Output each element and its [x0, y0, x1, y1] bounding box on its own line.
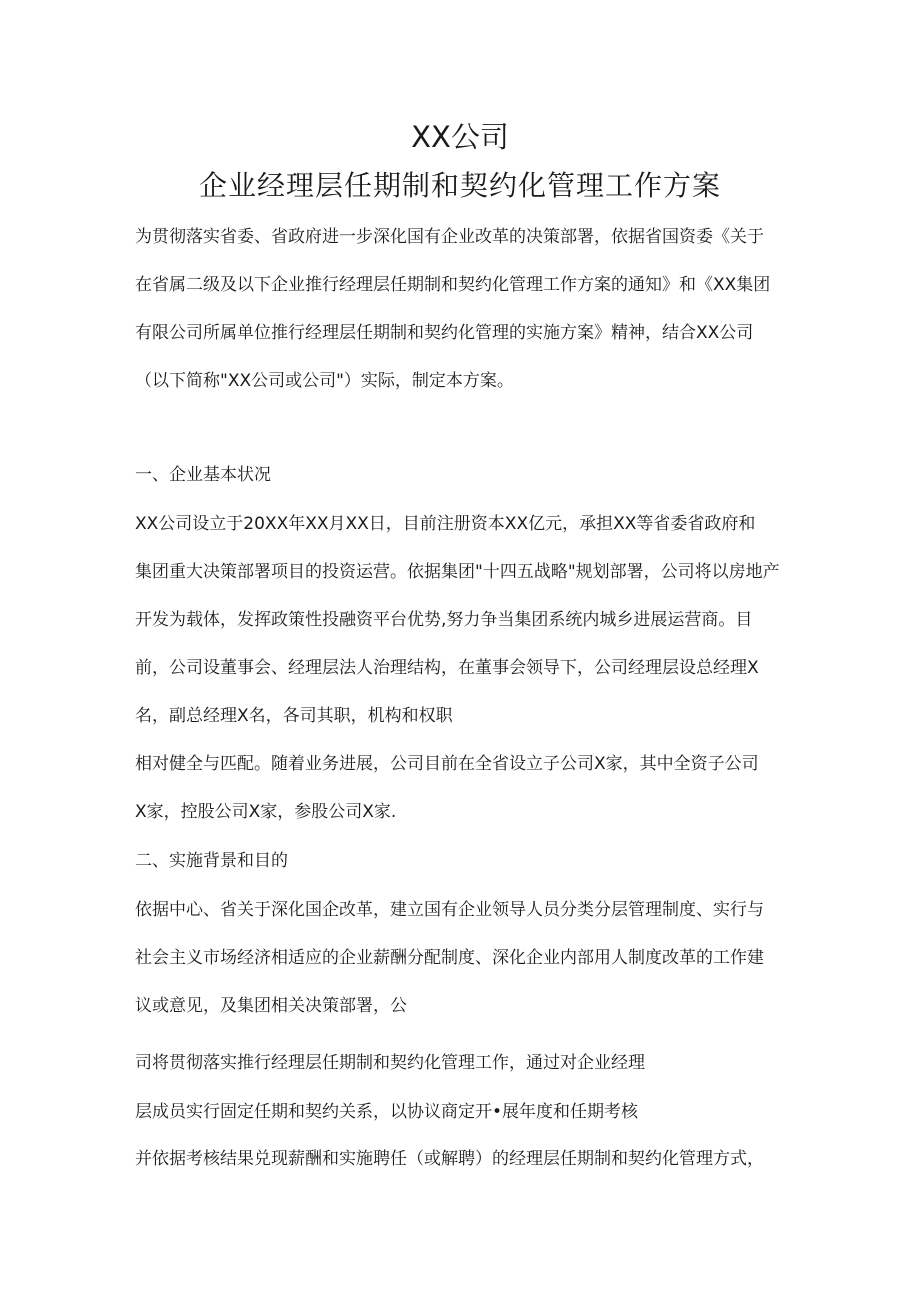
body-line: 名，副总经理X名，各司其职，机构和权职: [135, 706, 453, 726]
section-heading: 二、实施背景和目的: [135, 851, 288, 871]
intro-line: （以下简称"XX公司或公司"）实际，制定本方案。: [135, 371, 514, 391]
body-line: X家，控股公司X家，参股公司X家.: [135, 802, 397, 822]
company-title: XX公司: [411, 120, 509, 154]
body-line: 集团重大决策部署项目的投资运营。依据集团"十四五战略"规划部署，公司将以房地产: [135, 562, 780, 582]
plan-title: 企业经理层任期制和契约化管理工作方案: [198, 169, 721, 202]
body-line: 相对健全与匹配。随着业务进展，公司目前在全省设立子公司X家，其中全资子公司: [135, 754, 759, 774]
body-line: 依据中心、省关于深化国企改革，建立国有企业领导人员分类分层管理制度、实行与: [135, 900, 764, 920]
intro-line: 为贯彻落实省委、省政府进一步深化国有企业改革的决策部署，依据省国资委《关于: [135, 227, 764, 247]
body-line: 司将贯彻落实推行经理层任期制和契约化管理工作，通过对企业经理: [135, 1053, 645, 1073]
body-line: 并依据考核结果兑现薪酬和实施聘任（或解聘）的经理层任期制和契约化管理方式，: [135, 1149, 764, 1169]
intro-line: 有限公司所属单位推行经理层任期制和契约化管理的实施方案》精神，结合XX公司: [135, 323, 754, 343]
body-line: XX公司设立于20XX年XX月XX日，目前注册资本XX亿元，承担XX等省委省政府和: [135, 514, 756, 534]
intro-line: 在省属二级及以下企业推行经理层任期制和契约化管理工作方案的通知》和《XX集团: [135, 275, 771, 295]
body-line: 议或意见，及集团相关决策部署，公: [135, 996, 407, 1016]
body-line: 社会主义市场经济相适应的企业薪酬分配制度、深化企业内部用人制度改革的工作建: [135, 948, 764, 968]
body-line: 前，公司设董事会、经理层法人治理结构，在董事会领导下，公司经理层设总经理X: [135, 658, 759, 678]
body-line: 层成员实行固定任期和契约关系，以协议商定开•展年度和任期考核: [135, 1102, 639, 1122]
body-line: 开发为载体，发挥政策性投融资平台优势,努力争当集团系统内城乡进展运营商。目: [135, 610, 753, 630]
section-heading: 一、企业基本状况: [135, 465, 271, 485]
